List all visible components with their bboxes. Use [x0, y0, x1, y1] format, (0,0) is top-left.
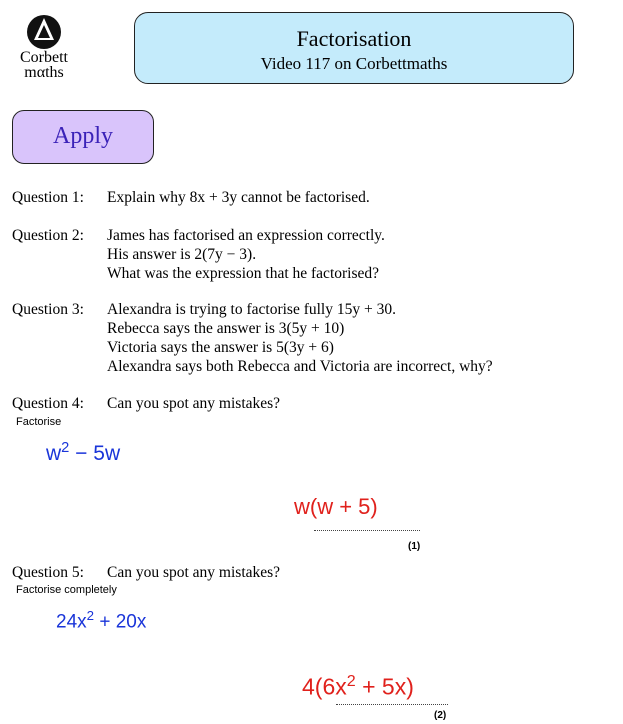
logo-text-line1: Corbett [20, 49, 68, 66]
corbettmaths-logo [8, 14, 80, 90]
q5-expr-rest: + 20x [94, 611, 147, 633]
q4-answer: w(w + 5) [294, 494, 378, 519]
apply-badge: Apply [12, 110, 154, 164]
q5-answer-start: 4(6x [302, 673, 347, 700]
question-3-line-1: Alexandra is trying to factorise fully 15y + 30. [107, 301, 396, 318]
question-2-label: Question 2: [12, 227, 84, 244]
question-5-label: Question 5: [12, 564, 84, 581]
q5-expression [56, 608, 146, 633]
q4-expression [46, 440, 120, 466]
question-2-line-2: His answer is 2(7y − 3). [107, 246, 257, 263]
logo-text-line2: mαths [24, 64, 64, 81]
page-subtitle: Video 117 on Corbettmaths [260, 54, 448, 73]
page-title: Factorisation [296, 26, 412, 51]
q4-instruction: Factorise [16, 416, 62, 428]
q4-expr-base: w [46, 442, 62, 465]
question-4-text: Can you spot any mistakes? [107, 395, 281, 412]
q5-answer-rest: + 5x) [355, 673, 414, 700]
question-1-text: Explain why 8x + 3y cannot be factorised. [107, 189, 370, 206]
q4-expr-exponent: 2 [61, 440, 70, 456]
question-2-line-3: What was the expression that he factorised? [107, 265, 380, 282]
q5-instruction: Factorise completely [16, 584, 117, 596]
question-4-label: Question 4: [12, 395, 84, 412]
q5-expr-coef: 24x [56, 611, 87, 633]
question-3-line-3: Victoria says the answer is 5(3y + 6) [107, 339, 334, 356]
question-3-label: Question 3: [12, 301, 84, 318]
q4-answer-line [314, 530, 420, 531]
question-3-line-2: Rebecca says the answer is 3(5y + 10) [107, 320, 345, 337]
q5-answer [302, 672, 414, 701]
q5-answer-exponent: 2 [346, 672, 356, 690]
question-5-text: Can you spot any mistakes? [107, 564, 281, 581]
q4-marks: (1) [408, 541, 421, 552]
q5-marks: (2) [434, 710, 447, 721]
question-3-line-4: Alexandra says both Rebecca and Victoria are incorrect, why? [107, 358, 493, 375]
q5-expr-exponent: 2 [86, 608, 95, 623]
q5-answer-line [336, 704, 448, 705]
title-box [134, 12, 574, 84]
question-2-line-1: James has factorised an expression correctly. [107, 227, 385, 244]
q4-expr-rest: − 5w [69, 442, 121, 465]
logo-mark-icon [26, 14, 62, 50]
question-1-label: Question 1: [12, 189, 84, 206]
